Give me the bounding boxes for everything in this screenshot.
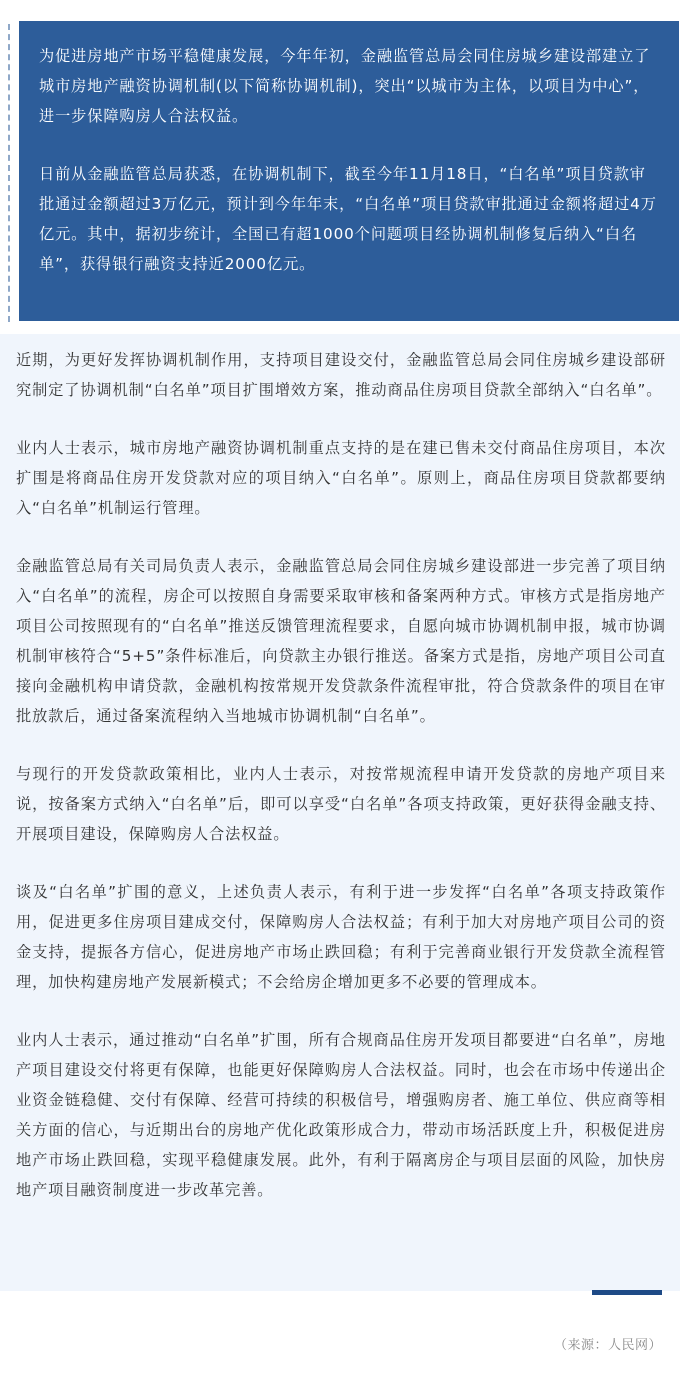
source-credit: （来源：人民网）: [553, 1338, 662, 1353]
decorative-dashed-line: [8, 24, 10, 322]
intro-paragraph: 为促进房地产市场平稳健康发展，今年年初，金融监管总局会同住房城乡建设部建立了城市房地产融资协调机制(以下简称协调机制)，突出“以城市为主体，以项目为中心”，进一步保障购房人合法权益。: [39, 47, 651, 125]
body-paragraph: 谈及“白名单”扩围的意义，上述负责人表示，有利于进一步发挥“白名单”各项支持政策作用，促进更多住房项目建成交付，保障购房人合法权益；有利于加大对房地产项目公司的资金支持，提振各方信心，促进房地产市场止跌回稳；有利于完善商业银行开发贷款全流程管理，加快构建房地产发展新模式；不会给房企增加更多不必要的管理成本。: [16, 883, 666, 991]
accent-divider-bar: [592, 1290, 662, 1295]
body-paragraph: 与现行的开发贷款政策相比，业内人士表示，对按常规流程申请开发贷款的房地产项目来说，按备案方式纳入“白名单”后，即可以享受“白名单”各项支持政策，更好获得金融支持、开展项目建设，保障购房人合法权益。: [16, 765, 666, 843]
body-paragraph: 金融监管总局有关司局负责人表示，金融监管总局会同住房城乡建设部进一步完善了项目纳入“白名单”的流程，房企可以按照自身需要采取审核和备案两种方式。审核方式是指房地产项目公司按照现有的“白名单”推送反馈管理流程要求，自愿向城市协调机制申报，城市协调机制审核符合“5+5”条件标准后，向贷款主办银行推送。备案方式是指，房地产项目公司直接向金融机构申请贷款，金融机构按常规开发贷款条件流程审批，符合贷款条件的项目在审批放款后，通过备案流程纳入当地城市协调机制“白名单”。: [16, 557, 666, 725]
body-paragraph: 业内人士表示，通过推动“白名单”扩围，所有合规商品住房开发项目都要进“白名单”，房地产项目建设交付将更有保障，也能更好保障购房人合法权益。同时，也会在市场中传递出企业资金链稳健、交付有保障、经营可持续的积极信号，增强购房者、施工单位、供应商等相关方面的信心，与近期出台的房地产优化政策形成合力，带动市场活跃度上升，积极促进房地产市场止跌回稳，实现平稳健康发展。此外，有利于隔离房企与项目层面的风险，加快房地产项目融资制度进一步改革完善。: [16, 1031, 666, 1199]
article-body: [0, 334, 680, 1291]
intro-paragraph: 日前从金融监管总局获悉，在协调机制下，截至今年11月18日，“白名单”项目贷款审批通过金额超过3万亿元，预计到今年年末，“白名单”项目贷款审批通过金额将超过4万亿元。其中，据初步统计，全国已有超1000个问题项目经协调机制修复后纳入“白名单”，获得银行融资支持近2000亿元。: [39, 165, 657, 273]
body-paragraph: 业内人士表示，城市房地产融资协调机制重点支持的是在建已售未交付商品住房项目，本次扩围是将商品住房开发贷款对应的项目纳入“白名单”。原则上，商品住房项目贷款都要纳入“白名单”机制运行管理。: [16, 439, 666, 517]
body-paragraph: 近期，为更好发挥协调机制作用，支持项目建设交付，金融监管总局会同住房城乡建设部研究制定了协调机制“白名单”项目扩围增效方案，推动商品住房项目贷款全部纳入“白名单”。: [16, 351, 666, 399]
intro-summary-box: [19, 21, 679, 321]
